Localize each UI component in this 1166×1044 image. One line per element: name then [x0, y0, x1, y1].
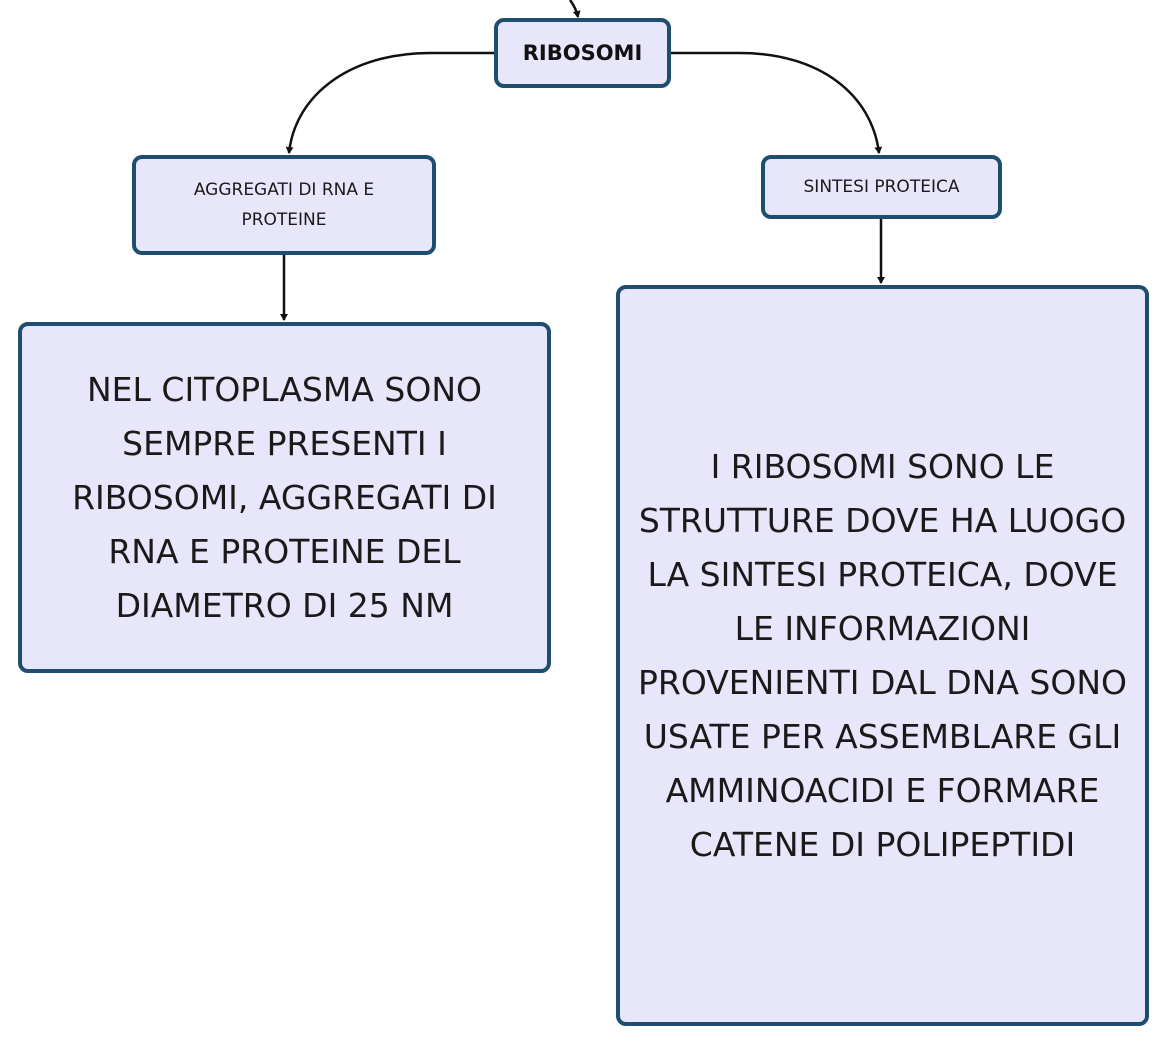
node-aggregati	[132, 155, 436, 255]
connector-root-to-aggregati	[289, 53, 494, 153]
incoming-connector	[570, 0, 578, 17]
node-sintesi-proteica	[761, 155, 1002, 219]
node-aggregati-label: AGGREGATI DI RNA E PROTEINE	[193, 180, 375, 230]
root-node-ribosomi	[494, 18, 671, 88]
description-box-citoplasma	[18, 322, 551, 673]
description-box-sintesi	[616, 285, 1149, 1026]
description-sintesi-text: I RIBOSOMI SONO LE STRUTTURE DOVE HA LUOGO LA SINTESI PROTEICA, DOVE LE INFORMAZIONI PROVENIENTI DAL DNA SONO USATE PER ASSEMBLARE GLI AMMINOACIDI E FORMARE CATENE DI POLIPEPTIDI	[637, 446, 1127, 864]
node-sintesi-label: SINTESI PROTEICA	[803, 177, 960, 197]
description-citoplasma-text: NEL CITOPLASMA SONO SEMPRE PRESENTI I RIBOSOMI, AGGREGATI DI RNA E PROTEINE DEL DIAMETRO DI 25 NM	[72, 369, 497, 625]
root-node-label: RIBOSOMI	[522, 41, 643, 65]
connector-root-to-sintesi	[671, 53, 879, 153]
